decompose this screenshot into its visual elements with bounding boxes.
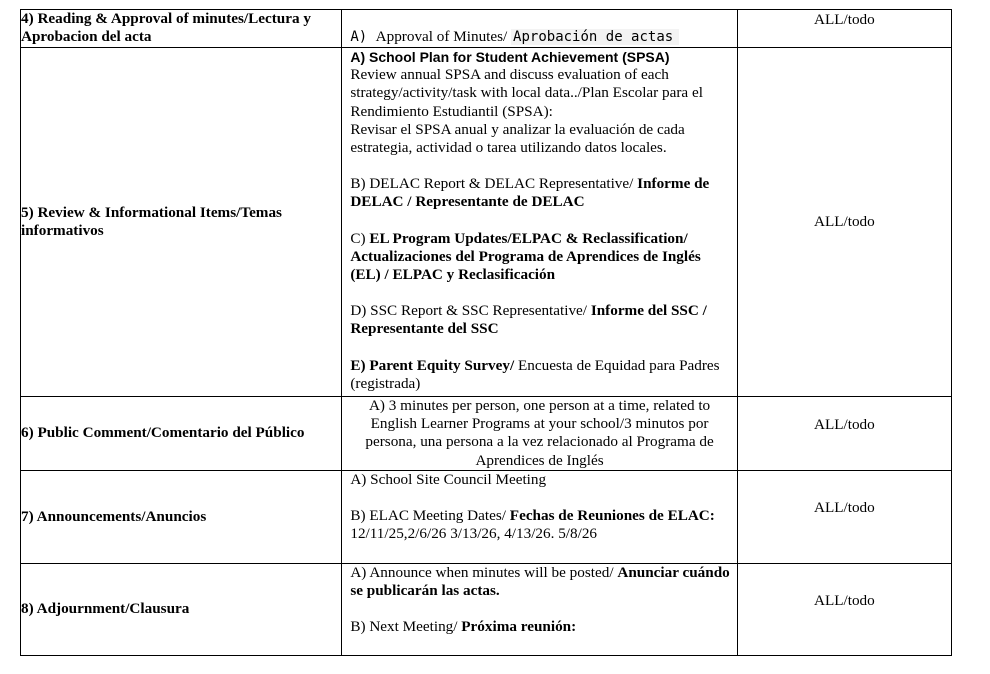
item-d-plain: D) SSC Report & SSC Representative/: [350, 302, 591, 320]
item-a-body-es: Revisar el SPSA anual y analizar la evaluación de cada estrategia, actividad o tarea utilizando datos locales.: [350, 120, 685, 157]
presenter-text: ALL/todo: [814, 212, 875, 230]
item-c-bold: EL Program Updates/ELPAC & Reclassification/ Actualizaciones del Programa de Aprendices de Inglés (EL) / ELPAC y Reclasificación: [350, 229, 701, 284]
agenda-item-title: [21, 10, 342, 48]
agenda-item-details: [342, 471, 737, 564]
item-e: [350, 357, 732, 393]
item-c: [350, 230, 732, 285]
item-a: [350, 564, 732, 600]
agenda-item-presenter: [737, 471, 951, 564]
item-e-bold: E) Parent Equity Survey/: [350, 356, 518, 374]
agenda-row-8: [21, 564, 952, 656]
item-title-text: 7) Announcements/Anuncios: [21, 507, 207, 525]
agenda-item-details: [342, 397, 737, 471]
agenda-row-5: [21, 48, 952, 397]
presenter-text: ALL/todo: [814, 416, 875, 433]
item-title-text: 5) Review & Informational Items/Temas informativos: [21, 203, 282, 239]
agenda-row-4: [21, 10, 952, 48]
agenda-row-6: [21, 397, 952, 471]
agenda-item-presenter: [737, 48, 951, 397]
agenda-item-details: [342, 564, 737, 656]
item-b: [350, 618, 732, 636]
item-b: [350, 175, 732, 211]
item-title-text: 4) Reading & Approval of minutes/Lectura y Aprobacion del acta: [21, 10, 311, 46]
item-a-body: Review annual SPSA and discuss evaluation of each strategy/activity/task with local data../Plan Escolar para el Rendimiento Estudiantil (SPSA):: [350, 66, 703, 120]
agenda-table: [20, 9, 952, 656]
agenda-item-details: [342, 10, 737, 48]
item-c-plain: C): [350, 229, 370, 247]
agenda-item-title: [21, 471, 342, 564]
agenda-row-7: [21, 471, 952, 564]
item-b-bold: Informe de DELAC / Representante de DELAC: [350, 175, 710, 211]
item-b-plain: B) Next Meeting/: [350, 618, 462, 636]
item-a-plain: A) Announce when minutes will be posted/: [350, 564, 618, 581]
item-b: [350, 507, 732, 543]
item-a-prefix: A): [350, 28, 376, 45]
item-a-bold: Anunciar cuándo se publicarán las actas.: [350, 564, 730, 600]
agenda-item-title: [21, 564, 342, 656]
item-a-es: Aprobación de actas: [511, 29, 679, 45]
item-a-heading: A) School Plan for Student Achievement (SPSA): [350, 49, 670, 65]
item-b-bold: Próxima reunión:: [461, 618, 577, 636]
item-a-en: Approval of Minutes/: [375, 27, 512, 45]
agenda-item-title: [21, 48, 342, 397]
item-b-plain: B) ELAC Meeting Dates/: [350, 507, 510, 525]
item-d: [350, 302, 732, 338]
presenter-text: ALL/todo: [814, 11, 875, 28]
item-d-bold: Informe del SSC / Representante del SSC: [350, 302, 707, 338]
item-a: A) 3 minutes per person, one person at a time, related to English Learner Programs at your school/3 minutos por persona, una persona a la vez relacionado al Programa de Aprendices de Inglés: [365, 397, 714, 469]
item-title-text: 8) Adjournment/Clausura: [21, 600, 190, 618]
agenda-item-details: [342, 48, 737, 397]
agenda-item-presenter: [737, 564, 951, 656]
item-title-text: 6) Public Comment/Comentario del Público: [21, 424, 305, 442]
item-b-bold: Fechas de Reuniones de ELAC:: [509, 507, 715, 525]
agenda-item-title: [21, 397, 342, 471]
item-a: A) School Site Council Meeting: [350, 471, 547, 488]
item-a: [350, 28, 732, 46]
agenda-item-presenter: [737, 10, 951, 48]
presenter-text: ALL/todo: [814, 592, 875, 609]
agenda-item-presenter: [737, 397, 951, 471]
presenter-text: ALL/todo: [814, 499, 875, 516]
item-b-dates: 12/11/25,2/6/26 3/13/26, 4/13/26. 5/8/26: [350, 525, 598, 543]
item-e-plain: Encuesta de Equidad para Padres (registrada): [350, 356, 720, 392]
item-b-plain: B) DELAC Report & DELAC Representative/: [350, 175, 638, 193]
